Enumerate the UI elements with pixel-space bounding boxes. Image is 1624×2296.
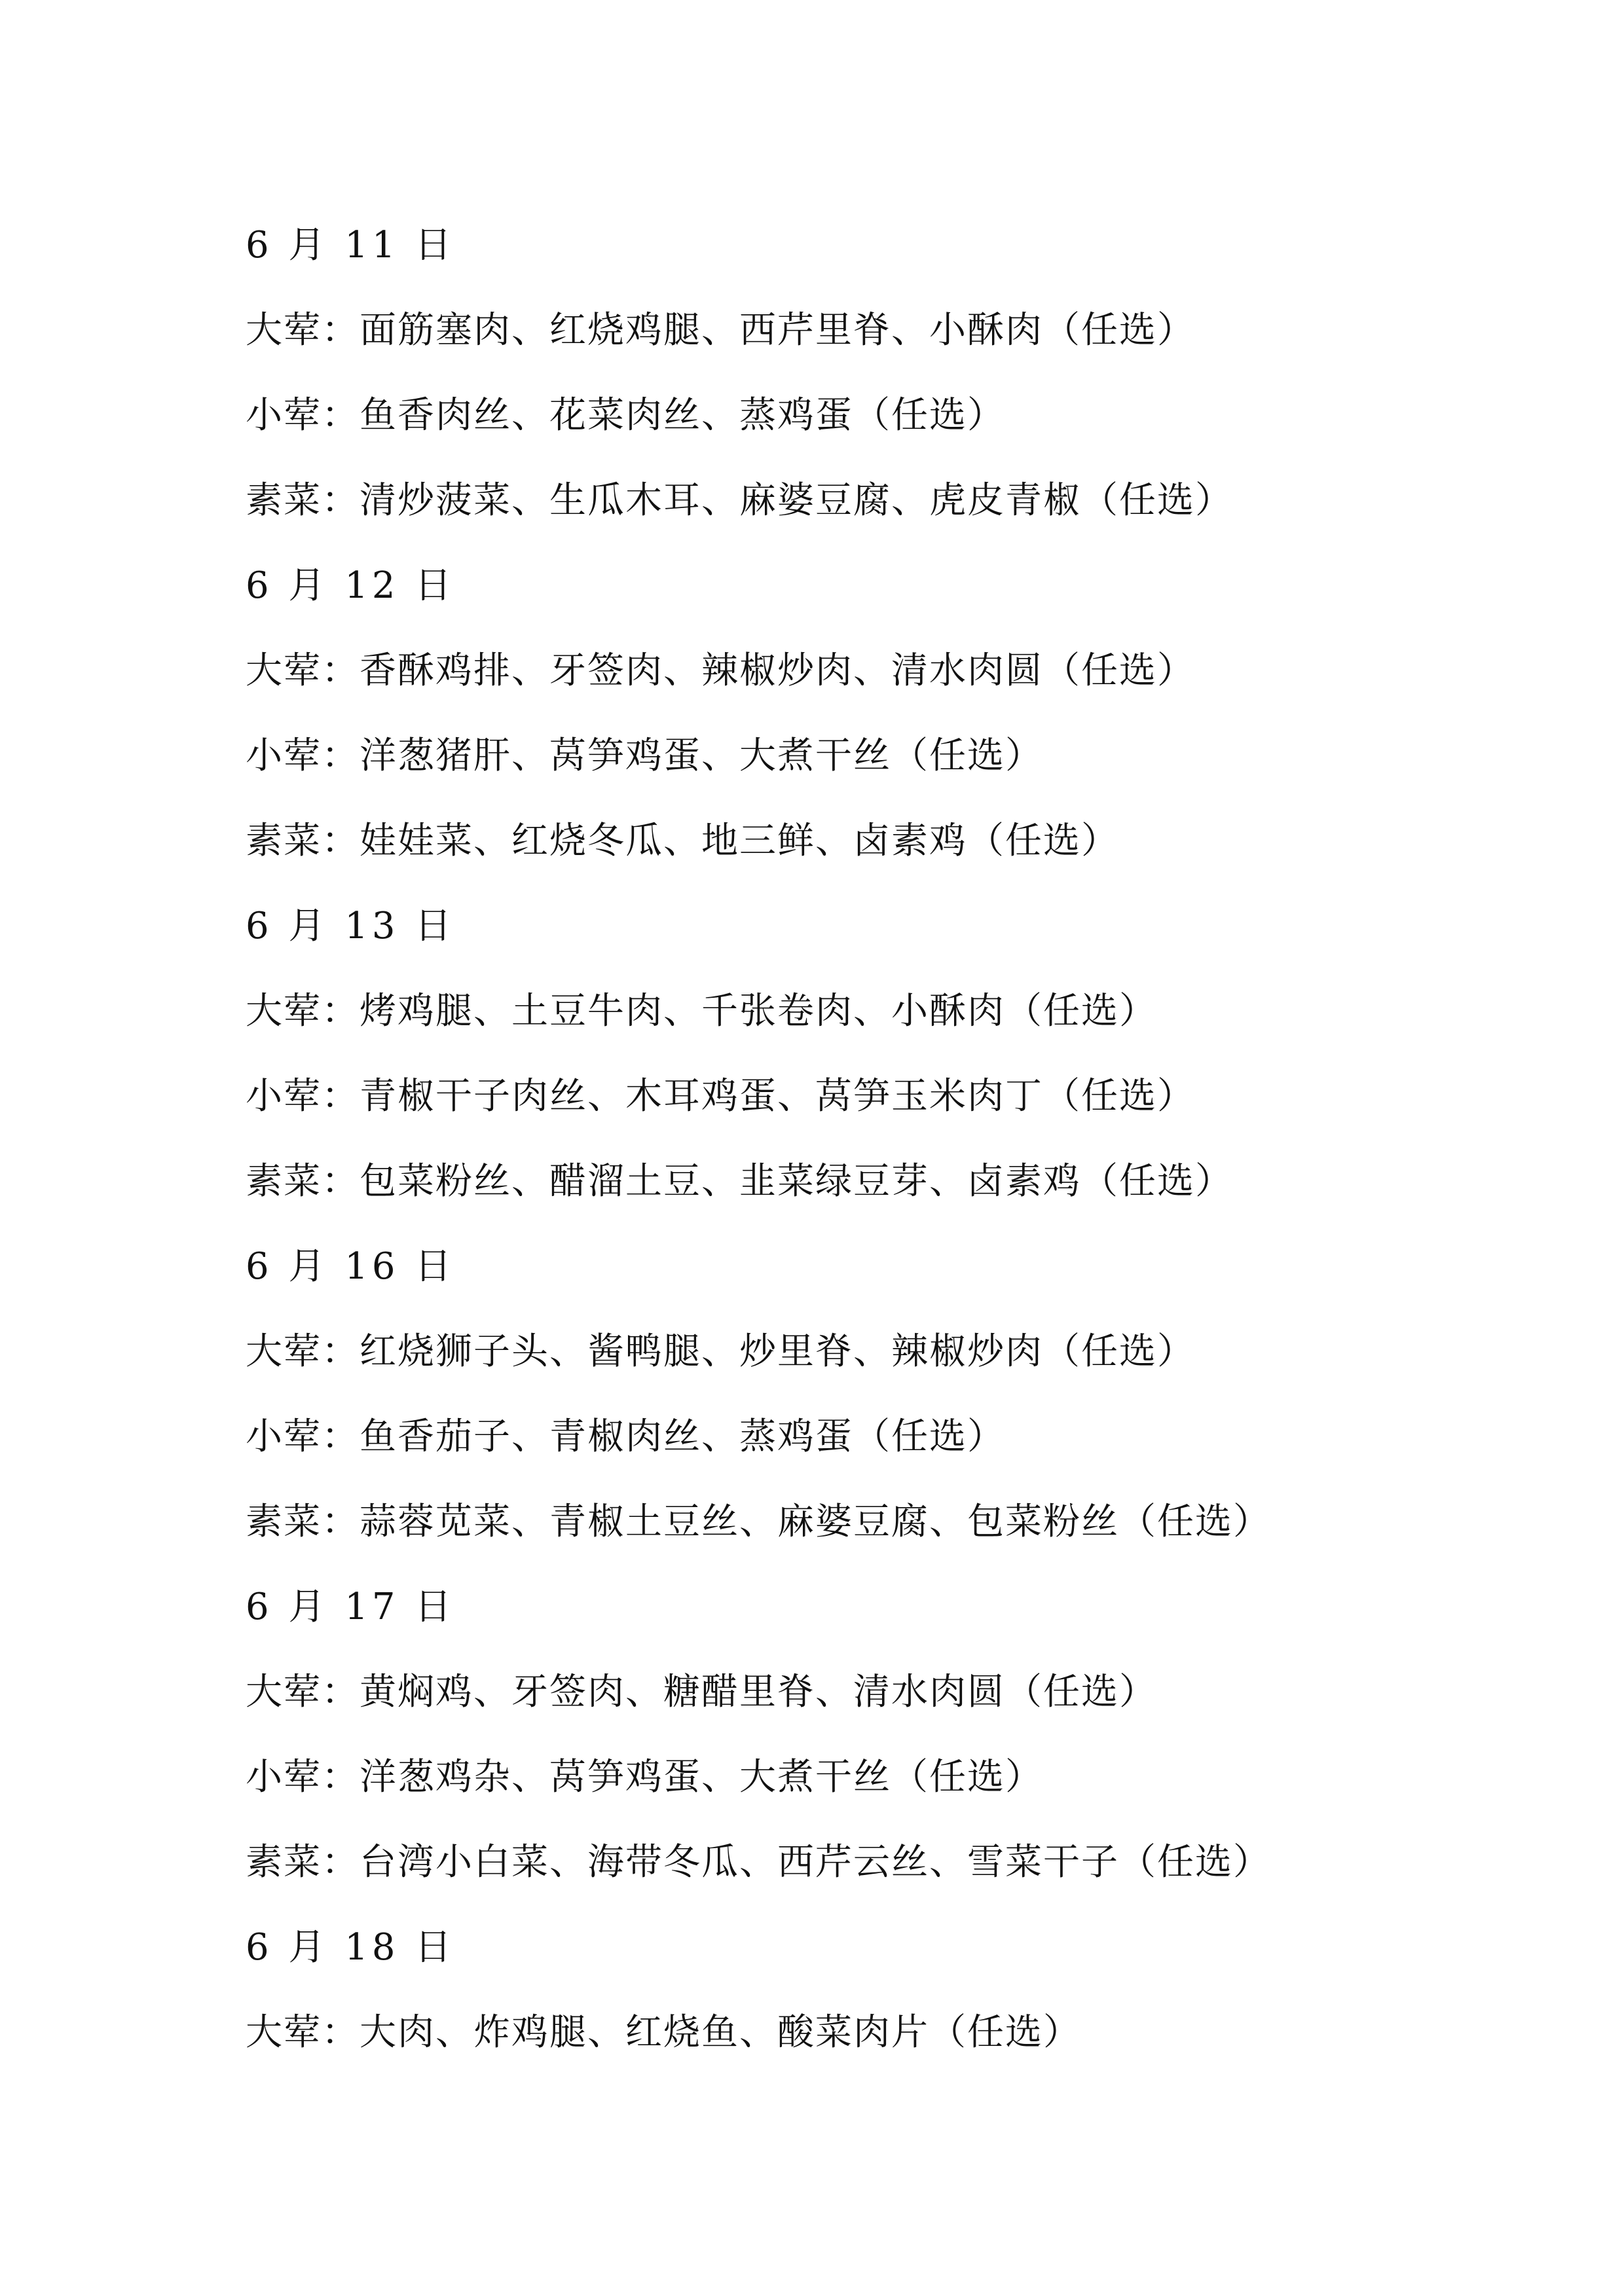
small-meat-line: 小荤：鱼香茄子、青椒肉丝、蒸鸡蛋（任选） — [246, 1415, 1005, 1458]
small-meat-line: 小荤：洋葱猪肝、莴笋鸡蛋、大煮干丝（任选） — [246, 735, 1043, 777]
small-meat-line: 小荤：洋葱鸡杂、莴笋鸡蛋、大煮干丝（任选） — [246, 1756, 1043, 1798]
date-heading: 6 月 17 日 — [246, 1586, 456, 1628]
date-heading: 6 月 16 日 — [246, 1245, 456, 1288]
big-meat-line: 大荤：烤鸡腿、土豆牛肉、千张卷肉、小酥肉（任选） — [246, 990, 1157, 1032]
date-heading: 6 月 18 日 — [246, 1926, 456, 1969]
date-heading: 6 月 12 日 — [246, 564, 456, 607]
vegetable-line: 素菜：蒜蓉苋菜、青椒土豆丝、麻婆豆腐、包菜粉丝（任选） — [246, 1501, 1271, 1543]
vegetable-line: 素菜：娃娃菜、红烧冬瓜、地三鲜、卤素鸡（任选） — [246, 820, 1119, 862]
small-meat-line: 小荤：鱼香肉丝、花菜肉丝、蒸鸡蛋（任选） — [246, 394, 1005, 437]
big-meat-line: 大荤：黄焖鸡、牙签肉、糖醋里脊、清水肉圆（任选） — [246, 1671, 1157, 1713]
big-meat-line: 大荤：面筋塞肉、红烧鸡腿、西芹里脊、小酥肉（任选） — [246, 309, 1195, 352]
date-heading: 6 月 13 日 — [246, 905, 456, 947]
big-meat-line: 大荤：大肉、炸鸡腿、红烧鱼、酸菜肉片（任选） — [246, 2011, 1081, 2054]
date-heading: 6 月 11 日 — [246, 224, 456, 266]
vegetable-line: 素菜：台湾小白菜、海带冬瓜、西芹云丝、雪菜干子（任选） — [246, 1841, 1271, 1884]
vegetable-line: 素菜：包菜粉丝、醋溜土豆、韭菜绿豆芽、卤素鸡（任选） — [246, 1160, 1233, 1203]
vegetable-line: 素菜：清炒菠菜、生瓜木耳、麻婆豆腐、虎皮青椒（任选） — [246, 479, 1233, 522]
big-meat-line: 大荤：红烧狮子头、酱鸭腿、炒里脊、辣椒炒肉（任选） — [246, 1330, 1195, 1373]
small-meat-line: 小荤：青椒干子肉丝、木耳鸡蛋、莴笋玉米肉丁（任选） — [246, 1075, 1195, 1118]
menu-content — [246, 203, 1424, 2075]
big-meat-line: 大荤：香酥鸡排、牙签肉、辣椒炒肉、清水肉圆（任选） — [246, 649, 1195, 692]
